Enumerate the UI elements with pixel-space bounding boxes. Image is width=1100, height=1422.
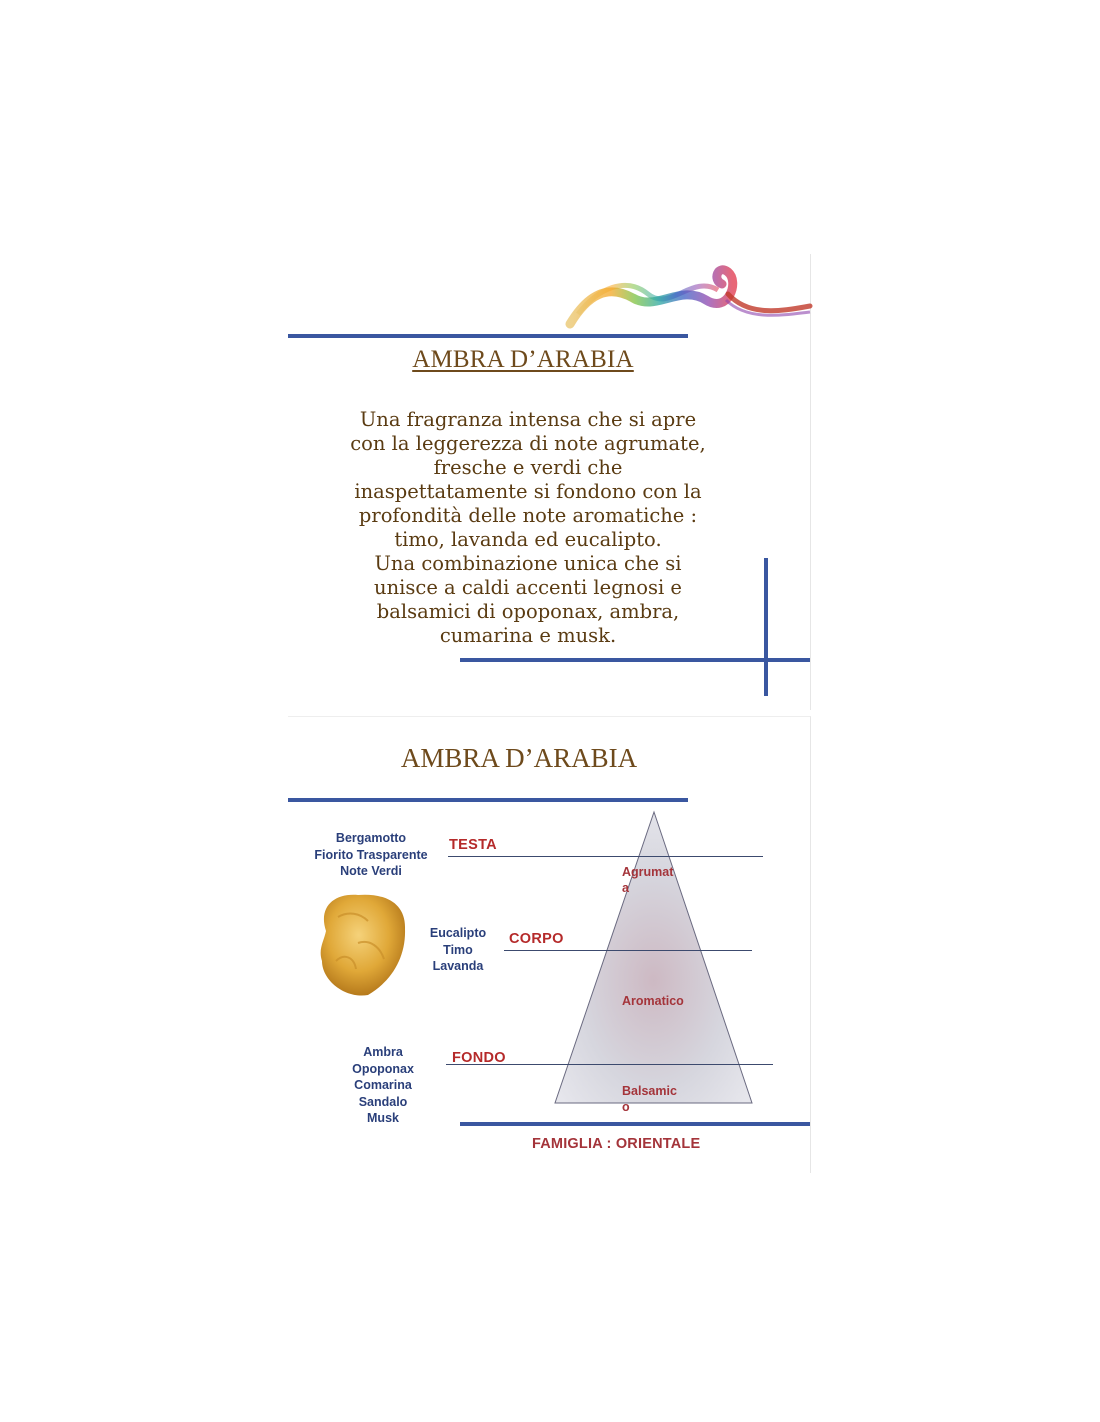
note-item: Eucalipto [429, 926, 487, 940]
amber-stone-image [321, 895, 405, 996]
description-line: fresche e verdi che [433, 456, 623, 479]
description-line: Una fragranza intensa che si apre [359, 408, 697, 431]
level-testa: TESTA [449, 837, 497, 853]
pyramid-label-line: a [622, 881, 629, 895]
description-line: unisce a caldi accenti legnosi e [374, 576, 682, 599]
fragrance-family: FAMIGLIA : ORIENTALE [532, 1136, 701, 1152]
description-line: balsamici di opoponax, ambra, [376, 600, 680, 623]
note-item: Lavanda [432, 959, 484, 973]
description-line: Una combinazione unica che si [374, 552, 682, 575]
vertical-accent-bar [764, 558, 768, 696]
testa-divider-line [448, 856, 763, 857]
pyramid-label-base [622, 1083, 677, 1115]
note-item: Fiorito Trasparente [314, 847, 428, 862]
description-line: timo, lavanda ed eucalipto. [394, 528, 662, 551]
level-fondo: FONDO [452, 1050, 506, 1066]
description-line: inaspettatamente si fondono con la [354, 480, 702, 503]
slide-title: AMBRA D’ARABIA [412, 346, 634, 373]
bottom-accent-bar [460, 658, 810, 662]
note-item: Note Verdi [340, 864, 402, 878]
note-item: Ambra [363, 1045, 403, 1059]
description-line: con la leggerezza di note agrumate, [350, 432, 706, 455]
smoke-decoration [288, 254, 810, 344]
head-notes [306, 830, 436, 880]
pyramid-label-line: o [622, 1100, 630, 1114]
olfactory-pyramid-slide [288, 716, 811, 1173]
pyramid-label-line: Agrumat [622, 865, 674, 879]
pyramid-label-heart [622, 993, 684, 1009]
top-accent-bar [288, 334, 688, 338]
note-item: Bergamotto [335, 831, 407, 845]
note-item: Musk [367, 1111, 399, 1125]
note-item: Sandalo [358, 1094, 408, 1109]
pyramid-label-line: Balsamic [622, 1084, 677, 1098]
base-notes [340, 1044, 426, 1127]
corpo-divider-line [504, 950, 752, 951]
level-corpo: CORPO [509, 931, 564, 947]
pyramid-label-line: Aromatico [622, 994, 684, 1008]
heart-notes [418, 925, 498, 975]
note-item: Opoponax [352, 1061, 414, 1076]
note-item: Timo [443, 942, 473, 957]
description-line: profondità delle note aromatiche : [358, 504, 698, 527]
description-line: cumarina e musk. [439, 624, 617, 647]
fragrance-description [328, 408, 728, 648]
bottom-accent-bar [460, 1122, 810, 1126]
description-slide [288, 254, 811, 710]
slide-title: AMBRA D’ARABIA [400, 743, 638, 773]
pyramid-label-head [622, 864, 673, 896]
note-item: Comarina [354, 1078, 412, 1092]
